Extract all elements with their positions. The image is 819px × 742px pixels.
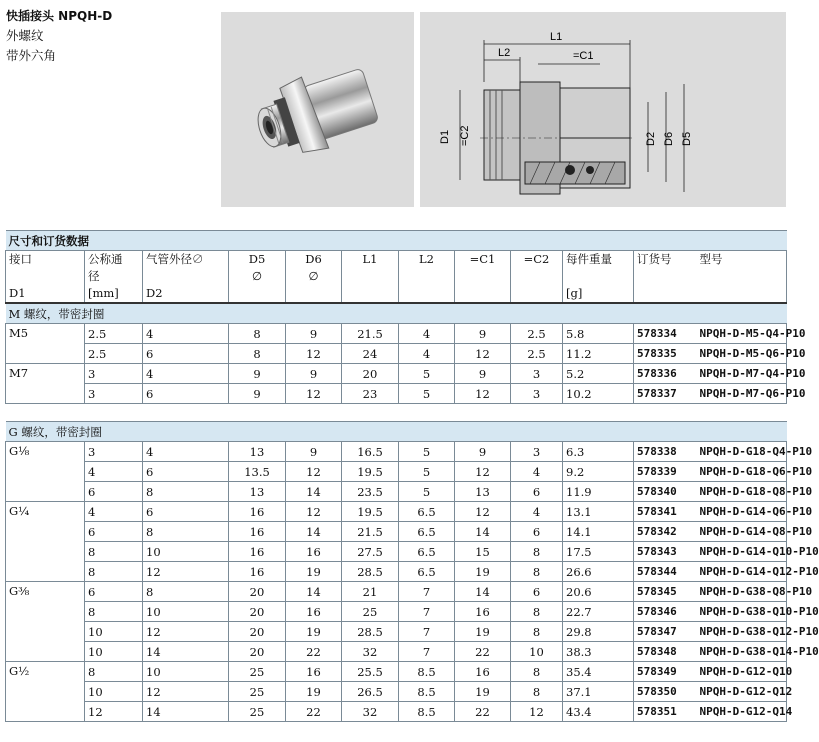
data-cell: 22.7: [563, 602, 634, 622]
column-header-line3: [232, 285, 282, 302]
column-header-line3: D1: [9, 286, 26, 300]
data-cell: 35.4: [563, 662, 634, 682]
data-cell: 17.5: [563, 542, 634, 562]
data-cell: 8: [143, 482, 229, 502]
data-cell: 13: [229, 482, 286, 502]
data-cell: 16: [455, 602, 511, 622]
data-cell: 22: [286, 642, 342, 662]
table-row: [6, 364, 787, 384]
dim-D6: D6: [663, 131, 675, 146]
data-cell: 28.5: [342, 622, 399, 642]
data-cell: 12: [286, 344, 342, 364]
column-header-line2: [458, 268, 507, 285]
section-title: M 螺纹，带密封圈: [6, 303, 787, 324]
data-cell: 12: [143, 682, 229, 702]
data-cell: 7: [399, 602, 455, 622]
model-type: NPQH-D-G12-Q12: [697, 682, 787, 702]
fitting-cross-section: [420, 12, 786, 207]
data-cell: 11.9: [563, 482, 634, 502]
data-cell: 8: [511, 542, 563, 562]
product-title: 快插接头 NPQH-D: [6, 9, 113, 23]
column-header: [697, 251, 787, 304]
data-cell: 5: [399, 482, 455, 502]
data-cell: 5.2: [563, 364, 634, 384]
data-cell: 10: [511, 642, 563, 662]
order-data-table: [5, 230, 819, 722]
order-number: 578349: [634, 662, 697, 682]
column-header: [399, 251, 455, 304]
title-block: [6, 6, 112, 66]
data-cell: 3: [511, 384, 563, 404]
data-cell: 9: [455, 364, 511, 384]
data-cell: 25: [229, 662, 286, 682]
order-number: 578348: [634, 642, 697, 662]
data-cell: 12: [455, 344, 511, 364]
column-header-line2: 径: [88, 269, 100, 283]
model-type: NPQH-D-M7-Q4-P10: [697, 364, 787, 384]
column-header-line2: [146, 268, 225, 285]
data-cell: 6: [143, 384, 229, 404]
table-heading: 尺寸和订货数据: [6, 231, 787, 251]
data-cell: 28.5: [342, 562, 399, 582]
data-cell: 37.1: [563, 682, 634, 702]
data-cell: 16: [229, 562, 286, 582]
data-cell: 12: [286, 462, 342, 482]
data-cell: 5: [399, 442, 455, 462]
column-header-line1: 气管外径∅: [146, 252, 204, 266]
column-header-line2: [402, 268, 451, 285]
data-cell: 9: [229, 364, 286, 384]
data-cell: 32: [342, 702, 399, 722]
data-cell: 7: [399, 582, 455, 602]
data-cell: 14.1: [563, 522, 634, 542]
data-cell: 21: [342, 582, 399, 602]
port-cell: M5: [6, 324, 85, 364]
model-type: NPQH-D-G38-Q8-P10: [697, 582, 787, 602]
section-row: [6, 422, 787, 442]
column-header: [455, 251, 511, 304]
data-cell: 13.1: [563, 502, 634, 522]
blank-cell: [6, 404, 787, 422]
data-cell: 4: [511, 462, 563, 482]
order-number: 578339: [634, 462, 697, 482]
data-cell: 12: [85, 702, 143, 722]
dim-L2: L2: [498, 47, 511, 59]
column-header: [634, 251, 697, 304]
data-cell: 24: [342, 344, 399, 364]
data-cell: 8: [85, 602, 143, 622]
table-row: [6, 662, 787, 682]
data-cell: 9: [286, 442, 342, 462]
order-number: 578344: [634, 562, 697, 582]
data-cell: 21.5: [342, 522, 399, 542]
data-cell: 9: [229, 384, 286, 404]
data-cell: 19.5: [342, 462, 399, 482]
order-number: 578335: [634, 344, 697, 364]
table-row: [6, 482, 787, 502]
data-cell: 6.5: [399, 562, 455, 582]
column-header-line2: [700, 268, 784, 285]
section-row: [6, 303, 787, 324]
table-row: [6, 324, 787, 344]
data-cell: 4: [143, 364, 229, 384]
data-cell: 6: [85, 522, 143, 542]
data-cell: 6: [143, 462, 229, 482]
data-cell: 6.5: [399, 522, 455, 542]
data-cell: 6.5: [399, 542, 455, 562]
data-cell: 10: [143, 602, 229, 622]
model-type: NPQH-D-M5-Q6-P10: [697, 344, 787, 364]
data-cell: 5.8: [563, 324, 634, 344]
data-cell: 9: [286, 364, 342, 384]
data-cell: 19: [455, 682, 511, 702]
dim-D5: D5: [681, 131, 693, 146]
data-cell: 4: [399, 344, 455, 364]
column-header-line3: [g]: [566, 286, 583, 300]
data-cell: 16: [286, 662, 342, 682]
data-cell: 2.5: [511, 324, 563, 344]
data-cell: 8.5: [399, 662, 455, 682]
data-cell: 12: [143, 562, 229, 582]
table-row: [6, 582, 787, 602]
data-cell: 12: [455, 502, 511, 522]
table-row: [6, 622, 787, 642]
order-number: 578346: [634, 602, 697, 622]
data-cell: 2.5: [511, 344, 563, 364]
port-cell: M7: [6, 364, 85, 404]
data-cell: 6.5: [399, 502, 455, 522]
model-type: NPQH-D-M7-Q6-P10: [697, 384, 787, 404]
data-cell: 4: [511, 502, 563, 522]
data-cell: 13.5: [229, 462, 286, 482]
model-type: NPQH-D-G38-Q12-P10: [697, 622, 787, 642]
data-cell: 12: [286, 502, 342, 522]
data-cell: 13: [455, 482, 511, 502]
order-number: 578345: [634, 582, 697, 602]
dim-D2: D2: [645, 131, 657, 146]
data-cell: 6: [85, 582, 143, 602]
model-type: NPQH-D-G18-Q8-P10: [697, 482, 787, 502]
data-cell: 8: [143, 582, 229, 602]
data-cell: 4: [85, 462, 143, 482]
column-header-line3: [345, 285, 395, 302]
table-row: [6, 602, 787, 622]
column-header-line1: L1: [362, 252, 378, 266]
order-number: 578342: [634, 522, 697, 542]
table-row: [6, 384, 787, 404]
data-cell: 22: [455, 642, 511, 662]
data-cell: 23: [342, 384, 399, 404]
data-cell: 19: [286, 562, 342, 582]
data-cell: 16: [286, 542, 342, 562]
model-type: NPQH-D-G38-Q10-P10: [697, 602, 787, 622]
order-number: 578341: [634, 502, 697, 522]
column-header-line3: [700, 285, 784, 302]
column-header-line2: ∅: [308, 269, 319, 283]
data-cell: 8: [511, 602, 563, 622]
data-cell: 14: [286, 522, 342, 542]
data-cell: 20: [229, 642, 286, 662]
data-cell: 2.5: [85, 344, 143, 364]
column-header: [511, 251, 563, 304]
column-header-line3: [637, 285, 694, 302]
dim-wf2: =C2: [459, 125, 471, 146]
data-cell: 6: [85, 482, 143, 502]
data-cell: 20: [229, 602, 286, 622]
data-cell: 4: [143, 442, 229, 462]
table-row: [6, 702, 787, 722]
column-header-line2: ∅: [251, 269, 263, 283]
data-cell: 32: [342, 642, 399, 662]
column-header-line1: 接口: [9, 252, 32, 266]
data-cell: 12: [143, 622, 229, 642]
data-cell: 8.5: [399, 682, 455, 702]
data-cell: 8: [85, 542, 143, 562]
data-cell: 9: [455, 442, 511, 462]
data-cell: 5: [399, 364, 455, 384]
data-cell: 10: [85, 622, 143, 642]
table-row: [6, 522, 787, 542]
data-cell: 7: [399, 622, 455, 642]
model-type: NPQH-D-G14-Q12-P10: [697, 562, 787, 582]
table-row: [6, 562, 787, 582]
data-cell: 16: [229, 542, 286, 562]
data-cell: 3: [511, 442, 563, 462]
data-cell: 3: [511, 364, 563, 384]
data-cell: 14: [143, 702, 229, 722]
column-header-line2: [514, 268, 559, 285]
data-cell: 4: [399, 324, 455, 344]
data-cell: 6: [511, 522, 563, 542]
model-type: NPQH-D-G12-Q14: [697, 702, 787, 722]
data-cell: 8: [229, 324, 286, 344]
dimensions-order-table: [5, 230, 819, 722]
data-cell: 20: [342, 364, 399, 384]
column-header: [286, 251, 342, 304]
data-cell: 16.5: [342, 442, 399, 462]
data-cell: 25: [229, 682, 286, 702]
data-cell: 8: [85, 662, 143, 682]
model-type: NPQH-D-M5-Q4-P10: [697, 324, 787, 344]
port-cell: G⅛: [6, 442, 85, 502]
data-cell: 8: [143, 522, 229, 542]
table-row: [6, 344, 787, 364]
data-cell: 20: [229, 582, 286, 602]
data-cell: 10: [85, 642, 143, 662]
data-cell: 4: [85, 502, 143, 522]
technical-drawing: [420, 12, 786, 207]
dim-L1: L1: [550, 31, 563, 43]
data-cell: 19: [286, 622, 342, 642]
port-cell: G¼: [6, 502, 85, 582]
model-type: NPQH-D-G14-Q10-P10: [697, 542, 787, 562]
product-subtitle-thread: 外螺纹: [6, 28, 44, 43]
column-header: [563, 251, 634, 304]
column-header: [85, 251, 143, 304]
column-header-line1: L2: [419, 252, 434, 266]
data-cell: 20: [229, 622, 286, 642]
column-header-line1: 型号: [699, 252, 723, 266]
data-cell: 8: [511, 662, 563, 682]
data-cell: 16: [229, 502, 286, 522]
product-subtitle-hex: 带外六角: [6, 48, 57, 63]
table-row: [6, 462, 787, 482]
data-cell: 22: [455, 702, 511, 722]
model-type: NPQH-D-G38-Q14-P10: [697, 642, 787, 662]
data-cell: 5: [399, 384, 455, 404]
data-cell: 25: [229, 702, 286, 722]
column-header-row: [6, 251, 787, 304]
order-number: 578334: [634, 324, 697, 344]
data-cell: 9.2: [563, 462, 634, 482]
data-cell: 20.6: [563, 582, 634, 602]
data-cell: 12: [455, 462, 511, 482]
data-cell: 16: [229, 522, 286, 542]
data-cell: 2.5: [85, 324, 143, 344]
data-cell: 19: [286, 682, 342, 702]
data-cell: 29.8: [563, 622, 634, 642]
data-cell: 14: [455, 522, 511, 542]
model-type: NPQH-D-G14-Q8-P10: [697, 522, 787, 542]
column-header-line3: [458, 285, 507, 302]
order-number: 578343: [634, 542, 697, 562]
data-cell: 8: [229, 344, 286, 364]
data-cell: 15: [455, 542, 511, 562]
column-header-line2: [9, 268, 81, 285]
data-cell: 3: [85, 384, 143, 404]
table-row: [6, 642, 787, 662]
section-title: G 螺纹，带密封圈: [6, 422, 787, 442]
data-cell: 10: [85, 682, 143, 702]
data-cell: 3: [85, 364, 143, 384]
data-cell: 6: [511, 582, 563, 602]
data-cell: 8: [85, 562, 143, 582]
column-header-line2: [637, 268, 694, 285]
data-cell: 6: [143, 344, 229, 364]
data-cell: 38.3: [563, 642, 634, 662]
data-cell: 25: [342, 602, 399, 622]
data-cell: 7: [399, 642, 455, 662]
column-header-line1: =C2: [523, 252, 550, 266]
column-header-line3: [mm]: [88, 286, 119, 300]
column-header-line3: [402, 285, 451, 302]
data-cell: 4: [143, 324, 229, 344]
model-type: NPQH-D-G18-Q6-P10: [697, 462, 787, 482]
data-cell: 14: [286, 482, 342, 502]
model-type: NPQH-D-G18-Q4-P10: [697, 442, 787, 462]
column-header: [143, 251, 229, 304]
data-cell: 13: [229, 442, 286, 462]
data-cell: 8: [511, 562, 563, 582]
data-cell: 3: [85, 442, 143, 462]
data-cell: 14: [455, 582, 511, 602]
data-cell: 12: [455, 384, 511, 404]
data-cell: 11.2: [563, 344, 634, 364]
data-cell: 14: [143, 642, 229, 662]
data-cell: 8.5: [399, 702, 455, 722]
dim-D1: D1: [439, 129, 451, 144]
order-number: 578337: [634, 384, 697, 404]
order-number: 578347: [634, 622, 697, 642]
column-header-line1: 订货号: [637, 252, 672, 266]
order-number: 578351: [634, 702, 697, 722]
column-header-line2: [345, 268, 395, 285]
order-number: 578336: [634, 364, 697, 384]
table-row: [6, 442, 787, 462]
column-header-line1: 每件重量: [566, 252, 612, 266]
column-header: [342, 251, 399, 304]
column-header: [6, 251, 85, 304]
table-row: [6, 682, 787, 702]
data-cell: 8: [511, 682, 563, 702]
order-number: 578340: [634, 482, 697, 502]
table-heading-row: [6, 231, 787, 251]
data-cell: 10: [143, 662, 229, 682]
column-header-line1: D6: [305, 252, 322, 266]
data-cell: 19: [455, 562, 511, 582]
column-header-line2: [566, 268, 630, 285]
data-cell: 19.5: [342, 502, 399, 522]
column-header-line1: D5: [248, 252, 266, 266]
data-cell: 27.5: [342, 542, 399, 562]
data-cell: 12: [286, 384, 342, 404]
port-cell: G⅜: [6, 582, 85, 662]
column-header: [229, 251, 286, 304]
order-number: 578350: [634, 682, 697, 702]
data-cell: 23.5: [342, 482, 399, 502]
data-cell: 25.5: [342, 662, 399, 682]
data-cell: 26.5: [342, 682, 399, 702]
table-row: [6, 502, 787, 522]
data-cell: 10.2: [563, 384, 634, 404]
data-cell: 9: [455, 324, 511, 344]
data-cell: 26.6: [563, 562, 634, 582]
data-cell: 14: [286, 582, 342, 602]
column-header-line1: =C1: [469, 252, 496, 266]
data-cell: 16: [455, 662, 511, 682]
data-cell: 8: [511, 622, 563, 642]
column-header-line3: [289, 285, 338, 302]
column-header-line3: [514, 285, 559, 302]
data-cell: 16: [286, 602, 342, 622]
data-cell: 9: [286, 324, 342, 344]
data-cell: 22: [286, 702, 342, 722]
model-type: NPQH-D-G14-Q6-P10: [697, 502, 787, 522]
data-cell: 6: [143, 502, 229, 522]
data-cell: 6.3: [563, 442, 634, 462]
column-header-line3: D2: [146, 286, 163, 300]
data-cell: 12: [511, 702, 563, 722]
table-row: [6, 542, 787, 562]
model-type: NPQH-D-G12-Q10: [697, 662, 787, 682]
fitting-photo-illustration: [221, 12, 414, 207]
dim-wf1: =C1: [573, 50, 594, 62]
data-cell: 10: [143, 542, 229, 562]
data-cell: 5: [399, 462, 455, 482]
order-number: 578338: [634, 442, 697, 462]
data-cell: 6: [511, 482, 563, 502]
column-header-line1: 公称通: [88, 252, 123, 266]
blank-row: [6, 404, 787, 422]
port-cell: G½: [6, 662, 85, 722]
data-cell: 19: [455, 622, 511, 642]
product-photo: [221, 12, 414, 207]
data-cell: 43.4: [563, 702, 634, 722]
data-cell: 21.5: [342, 324, 399, 344]
